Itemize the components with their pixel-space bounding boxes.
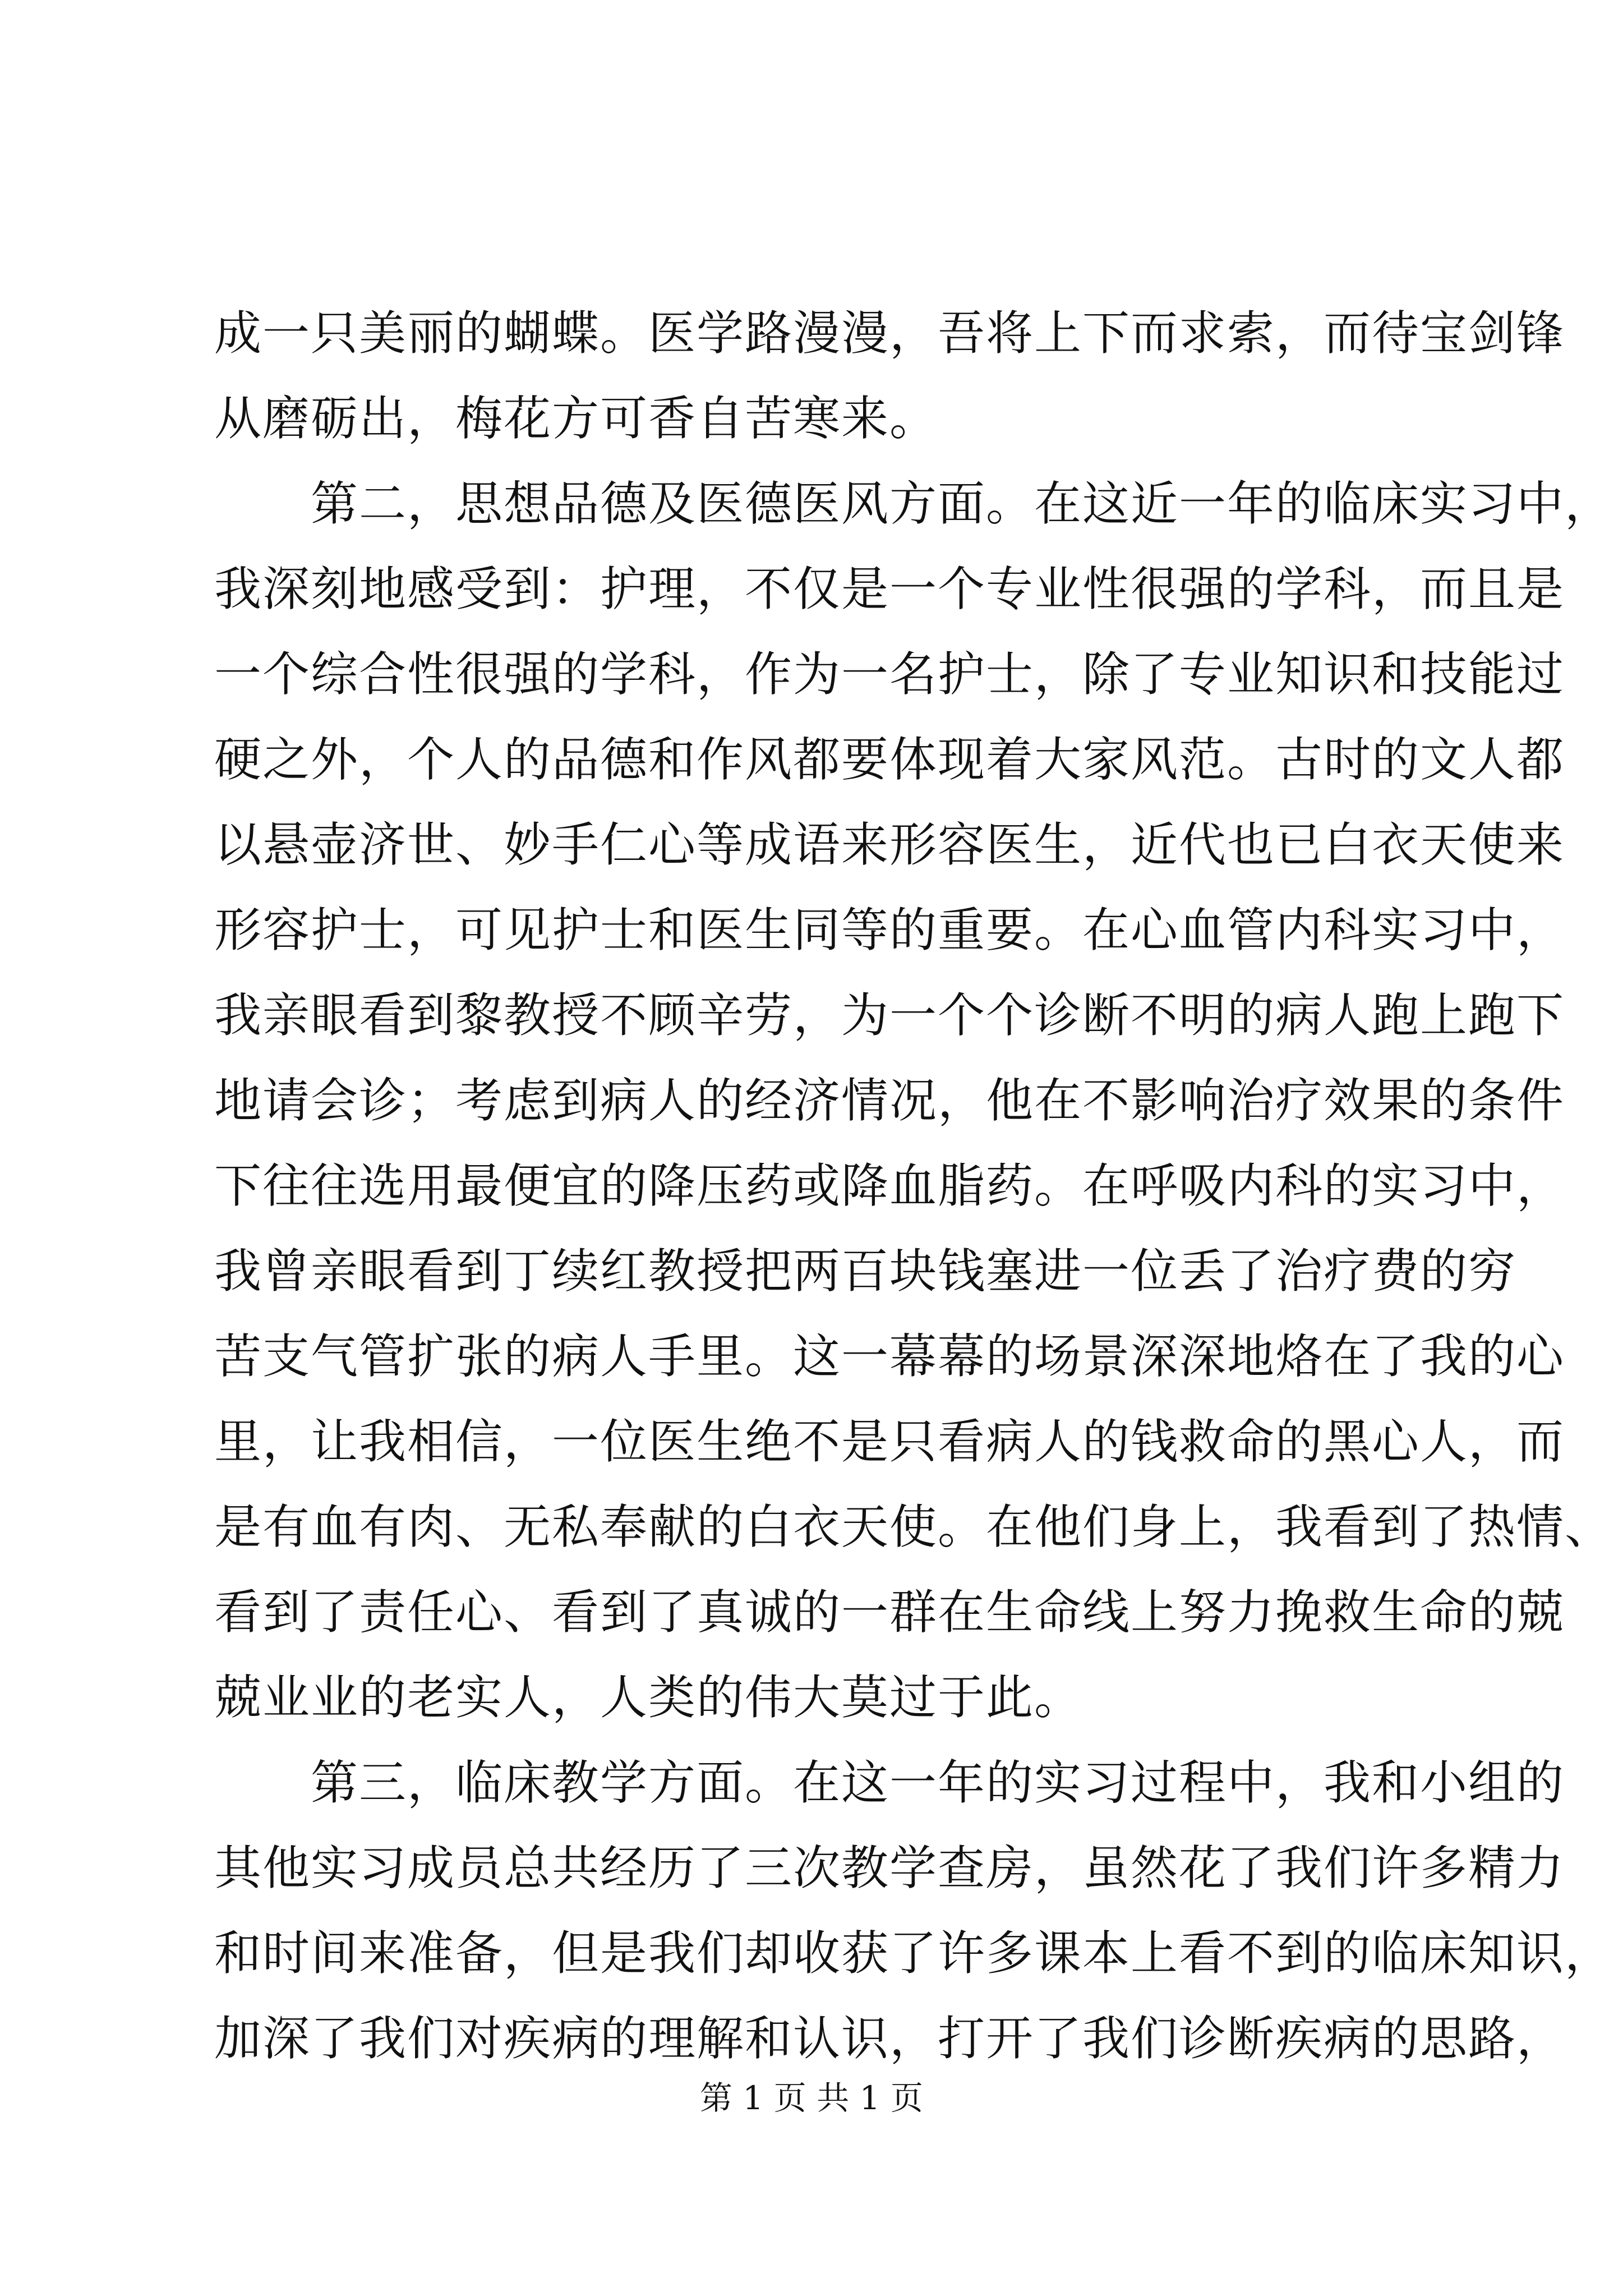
text-line: 加深了我们对疾病的理解和认识，打开了我们诊断疾病的思路， (214, 2011, 1565, 2066)
text-line: 形容护士，可见护士和医生同等的重要。在心血管内科实习中， (214, 903, 1565, 958)
text-line: 是有血有肉、无私奉献的白衣天使。在他们身上，我看到了热情、 (214, 1499, 1613, 1554)
text-line: 从磨砺出，梅花方可香自苦寒来。 (214, 391, 938, 446)
text-line: 第二，思想品德及医德医风方面。在这近一年的临床实习中， (214, 476, 1613, 531)
text-line: 成一只美丽的蝴蝶。医学路漫漫，吾将上下而求索，而待宝剑锋 (214, 306, 1565, 361)
text-line: 苦支气管扩张的病人手里。这一幕幕的场景深深地烙在了我的心 (214, 1329, 1565, 1384)
text-line: 地请会诊；考虑到病人的经济情况，他在不影响治疗效果的条件 (214, 1073, 1565, 1128)
text-line: 一个综合性很强的学科，作为一名护士，除了专业知识和技能过 (214, 647, 1565, 702)
text-line: 兢业业的老实人，人类的伟大莫过于此。 (214, 1670, 1083, 1725)
text-line: 我亲眼看到黎教授不顾辛劳，为一个个诊断不明的病人跑上跑下 (214, 988, 1565, 1043)
text-line: 和时间来准备，但是我们却收获了许多课本上看不到的临床知识， (214, 1926, 1613, 1981)
text-line: 以悬壶济世、妙手仁心等成语来形容医生，近代也已白衣天使来 (214, 817, 1565, 872)
body-text (214, 291, 1613, 2081)
page-footer: 第 1 页 共 1 页 (700, 2079, 923, 2117)
text-line: 里，让我相信，一位医生绝不是只看病人的钱救命的黑心人，而 (214, 1414, 1565, 1469)
text-line: 下往往选用最便宜的降压药或降血脂药。在呼吸内科的实习中， (214, 1158, 1565, 1213)
text-line: 第三，临床教学方面。在这一年的实习过程中，我和小组的 (214, 1755, 1565, 1810)
text-line: 我深刻地感受到：护理，不仅是一个专业性很强的学科，而且是 (214, 562, 1565, 616)
text-line: 硬之外，个人的品德和作风都要体现着大家风范。古时的文人都 (214, 732, 1565, 787)
text-line: 看到了责任心、看到了真诚的一群在生命线上努力挽救生命的兢 (214, 1585, 1565, 1640)
text-line: 其他实习成员总共经历了三次教学查房，虽然花了我们许多精力 (214, 1841, 1565, 1895)
text-line: 我曾亲眼看到丁续红教授把两百块钱塞进一位丢了治疗费的穷 (214, 1244, 1517, 1299)
